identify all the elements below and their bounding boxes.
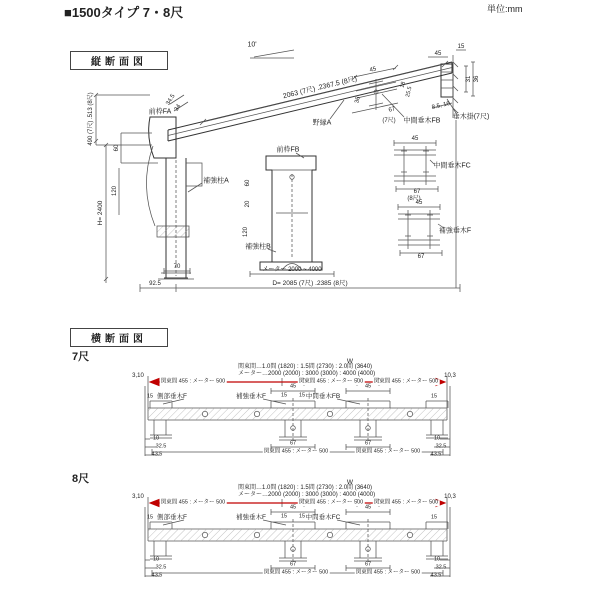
vertical-r8-5-16: 8.5, 16 — [431, 101, 451, 111]
cross-d45: 45 — [364, 504, 372, 511]
vertical-m7shaku: (7尺) — [382, 118, 396, 124]
cross-kanto-line: 関東間…1.0間 (1820) : 1.5間 (2730) : 2.0間 (3640) — [238, 485, 373, 491]
cross-d32-5: 32.5 — [155, 564, 167, 571]
cross-d32-5: 32.5 — [155, 443, 167, 450]
shaku8-label: 8尺 — [72, 473, 90, 485]
cross-d32-5: 32.5 — [435, 564, 447, 571]
vertical-detail-fc-d67: 67 — [413, 189, 421, 195]
cross-d43-5: 43.5 — [430, 451, 442, 458]
cross-end-right: 10,3 — [444, 494, 456, 500]
cross-section-7shaku — [145, 376, 450, 456]
vertical-slope-length: 2063 (7尺) .2367.5 (8尺) — [282, 75, 358, 101]
vertical-m45: 45 — [369, 66, 377, 74]
unit-label: 単位:mm — [487, 4, 523, 14]
vertical-section-label: 縦断面図 — [70, 51, 168, 70]
cross-meter-line: メーター…2000 (2000) : 3000 (3000) : 4000 (4000) — [238, 371, 376, 377]
cross-span: 関東間 455 : メーター 500 — [373, 499, 439, 506]
cross-d45: 45 — [364, 383, 372, 390]
cross-d45: 45 — [289, 504, 297, 511]
shaku7-label: 7尺 — [72, 351, 90, 363]
cross-span: 関東間 455 : メーター 500 — [298, 378, 364, 385]
vertical-m36: 36 — [354, 96, 362, 104]
vertical-m25-5: 25.5 — [405, 85, 414, 98]
cross-d43-5: 43.5 — [430, 572, 442, 579]
cross-d43-5: 43.5 — [151, 451, 163, 458]
cross-d45: 45 — [289, 383, 297, 390]
vertical-b60: 60 — [245, 179, 251, 187]
vertical-r45: 45 — [434, 51, 442, 57]
cross-d15: 15 — [430, 393, 438, 400]
cross-d15: 15 — [280, 392, 288, 399]
vertical-b120: 120 — [243, 226, 249, 238]
vertical-m18: 18 — [399, 81, 407, 89]
cross-mid-rafter-8: 中間垂木FC — [305, 513, 341, 521]
vertical-d92-5: 92.5 — [149, 281, 161, 287]
vertical-d-total: D= 2085 (7尺) .2385 (8尺) — [272, 279, 348, 287]
vertical-d70: 70 — [173, 264, 181, 270]
vertical-front-frame-b: 前枠FB — [276, 146, 300, 154]
cross-d15: 15 — [430, 514, 438, 521]
cross-span: 関東間 455 : メーター 500 — [373, 378, 439, 385]
cross-span: 関東間 455 : メーター 500 — [355, 448, 421, 455]
horizontal-section-label: 横断面図 — [70, 328, 168, 347]
cross-d67: 67 — [364, 440, 372, 447]
vertical-detail-fc-d45: 45 — [411, 136, 419, 142]
vertical-b20: 20 — [245, 200, 251, 208]
vertical-hokyochu-a: 補強柱A — [203, 177, 229, 185]
cross-d15: 15 — [146, 514, 154, 521]
vertical-d34: 34 — [173, 103, 183, 113]
cross-span: 関東間 455 : メーター 500 — [263, 448, 329, 455]
cross-end-right: 10,3 — [444, 373, 456, 379]
vertical-detail-f-d45: 45 — [415, 200, 423, 206]
vertical-tarukigake: 垂木掛(7尺) — [452, 113, 490, 121]
cross-d43-5: 43.5 — [151, 572, 163, 579]
cross-span: 関東間 455 : メーター 500 — [298, 499, 364, 506]
vertical-h490: 490 (7尺) .513 (8尺) — [88, 92, 94, 146]
cross-mid-rafter-7: 中間垂木FB — [305, 392, 341, 400]
vertical-detail-f-label: 補強垂木F — [438, 227, 472, 235]
cross-d15: 15 — [298, 392, 306, 399]
vertical-meter-range: メーター 2000 ~ 4000 — [262, 267, 322, 273]
vertical-mid-rafter-fb: 中間垂木FB — [403, 117, 441, 125]
cross-end-left: 3,10 — [132, 494, 144, 500]
cross-d15: 15 — [146, 393, 154, 400]
vertical-hokyochu-b: 補強柱B — [245, 243, 271, 251]
cross-d10: 10 — [433, 435, 441, 442]
vertical-r31: 31 — [466, 75, 472, 83]
cross-span: 関東間 455 : メーター 500 — [263, 569, 329, 576]
cross-d10: 10 — [152, 435, 160, 442]
vertical-detail-fc-note: (8尺) — [407, 196, 421, 202]
cross-w: W — [346, 478, 354, 486]
vertical-nobuchi-a: 野縁A — [312, 119, 332, 127]
cross-end-left: 3,10 — [132, 373, 144, 379]
cross-side-rafter: 側部垂木F — [157, 513, 187, 521]
vertical-detail-fc-label: 中間垂木FC — [433, 162, 471, 170]
cross-span: 関東間 455 : メーター 500 — [160, 378, 226, 385]
cross-d10: 10 — [152, 556, 160, 563]
cross-w: W — [346, 357, 354, 365]
cross-span: 関東間 455 : メーター 500 — [160, 499, 226, 506]
cross-d15: 15 — [280, 513, 288, 520]
centerlines — [173, 160, 292, 276]
cross-d67: 67 — [364, 561, 372, 568]
cross-d67: 67 — [289, 440, 297, 447]
vertical-front-frame-a: 前枠FA — [148, 108, 172, 116]
vertical-r15: 15 — [457, 44, 465, 50]
page-title: ■1500タイプ 7・8尺 — [64, 5, 184, 20]
cross-reinforce-rafter: 補強垂木F — [236, 392, 266, 400]
vertical-d120: 120 — [112, 185, 118, 197]
vertical-d34-5: 34.5 — [165, 93, 177, 107]
cross-d67: 67 — [289, 561, 297, 568]
cross-side-rafter: 側部垂木F — [157, 392, 187, 400]
cross-d15: 15 — [298, 513, 306, 520]
vertical-h2400: H= 2400 — [96, 200, 104, 226]
cross-section-8shaku — [145, 497, 450, 577]
cross-reinforce-rafter: 補強垂木F — [236, 513, 266, 521]
vertical-detail-f-d67: 67 — [417, 254, 425, 260]
cross-span: 関東間 455 : メーター 500 — [355, 569, 421, 576]
cross-meter-line: メーター…2000 (2000) : 3000 (3000) : 4000 (4000) — [238, 492, 376, 498]
vertical-m67: 67 — [388, 106, 396, 114]
cross-d32-5: 32.5 — [435, 443, 447, 450]
post-hatch-band — [157, 226, 189, 237]
vertical-slope: 10' — [247, 41, 257, 49]
vertical-d60: 60 — [114, 144, 120, 152]
cross-kanto-line: 関東間…1.0間 (1820) : 1.5間 (2730) : 2.0間 (3640) — [238, 364, 373, 370]
cross-d10: 10 — [433, 556, 441, 563]
vertical-r36: 36 — [474, 75, 480, 83]
